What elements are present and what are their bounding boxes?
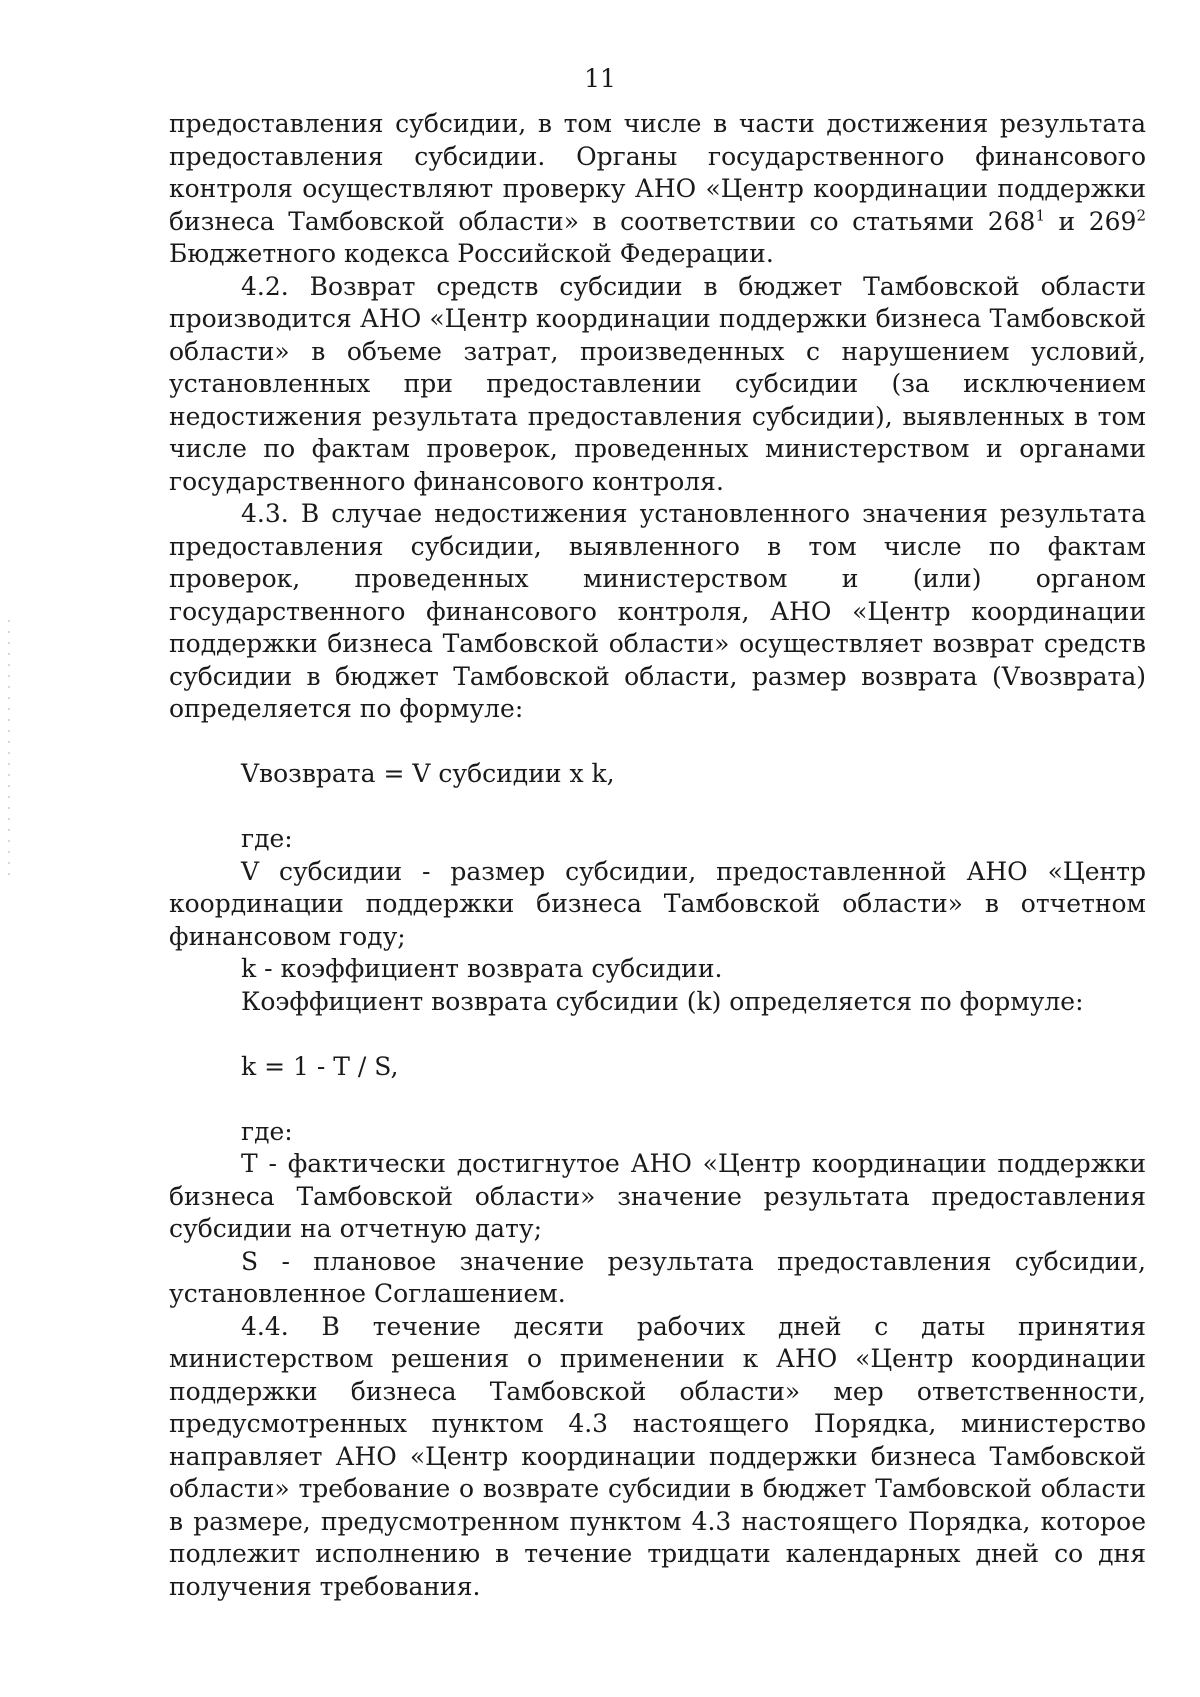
definition-v-subsidy: V субсидии - размер субсидии, предоставленной АНО «Центр координации поддержки бизнеса Тамбовской области» в отчетном финансовом году; bbox=[169, 856, 1146, 951]
blank-line bbox=[169, 1083, 1146, 1116]
definition-t: T - фактически достигнутое АНО «Центр координации поддержки бизнеса Тамбовской области» значение результата предоставления субсидии на отчетную дату; bbox=[169, 1149, 1146, 1243]
blank-line bbox=[169, 1018, 1146, 1051]
definition-k: k - коэффициент возврата субсидии. bbox=[241, 954, 723, 983]
paragraph-4-2: 4.2. Возврат средств субсидии в бюджет Тамбовской области производится АНО «Центр координации поддержки бизнеса Тамбовской области» в объеме затрат, произведенных с нарушением условий, установленных при предоставлении субсидии (за исключением недостижения результата предоставления субсидии), выявленных в том числе по фактам проверок, проведенных министерством и органами государственного финансового контроля. bbox=[169, 271, 1146, 496]
where-label: где: bbox=[241, 824, 293, 853]
paragraph-text: предоставления субсидии, в том числе в части достижения результата предоставления субсидии. Органы государственного финансового контроля осуществляют проверку АНО «Центр координации поддержки бизнеса Тамбовской области» в соответствии со статьями 268 bbox=[169, 109, 1146, 236]
footnote-superscript: 2 bbox=[1136, 206, 1146, 225]
paragraph-4-4: 4.4. В течение десяти рабочих дней с даты принятия министерством решения о применении к АНО «Центр координации поддержки бизнеса Тамбовской области» мер ответственности, предусмотренных пунктом 4.3 настоящего Порядка, министерство направляет АНО «Центр координации поддержки бизнеса Тамбовской области» требование о возврате субсидии в бюджет Тамбовской области в размере, предусмотренном пунктом 4.3 настоящего Порядка, которое подлежит исполнению в течение тридцати календарных дней со дня получения требования. bbox=[169, 1311, 1146, 1601]
paragraph-4-3: 4.3. В случае недостижения установленного значения результата предоставления субсидии, выявленного в том числе по фактам проверок, проведенных министерством и (или) органом государственного финансового контроля, АНО «Центр координации поддержки бизнеса Тамбовской области» осуществляет возврат средств субсидии в бюджет Тамбовской области, размер возврата (Vвозврата) определяется по формуле: bbox=[169, 499, 1146, 723]
definition-s: S - плановое значение результата предоставления субсидии, установленное Соглашением. bbox=[169, 1246, 1146, 1308]
paragraph-4-1-continuation bbox=[169, 108, 1146, 271]
formula-v-return: Vвозврата = V субсидии х k, bbox=[241, 759, 615, 788]
scan-artifact bbox=[8, 620, 10, 880]
document-body bbox=[169, 108, 1146, 1603]
formula-k: k = 1 - T / S, bbox=[241, 1051, 399, 1081]
footnote-superscript: 1 bbox=[1035, 206, 1045, 225]
where-label: где: bbox=[241, 1116, 293, 1146]
paragraph-text: Бюджетного кодекса Российской Федерации. bbox=[169, 239, 774, 268]
page-number: 11 bbox=[584, 64, 616, 93]
paragraph-text: и 269 bbox=[1045, 206, 1137, 236]
blank-line bbox=[169, 791, 1146, 824]
k-formula-intro: Коэффициент возврата субсидии (k) определяется по формуле: bbox=[241, 986, 1084, 1016]
blank-line bbox=[169, 726, 1146, 759]
